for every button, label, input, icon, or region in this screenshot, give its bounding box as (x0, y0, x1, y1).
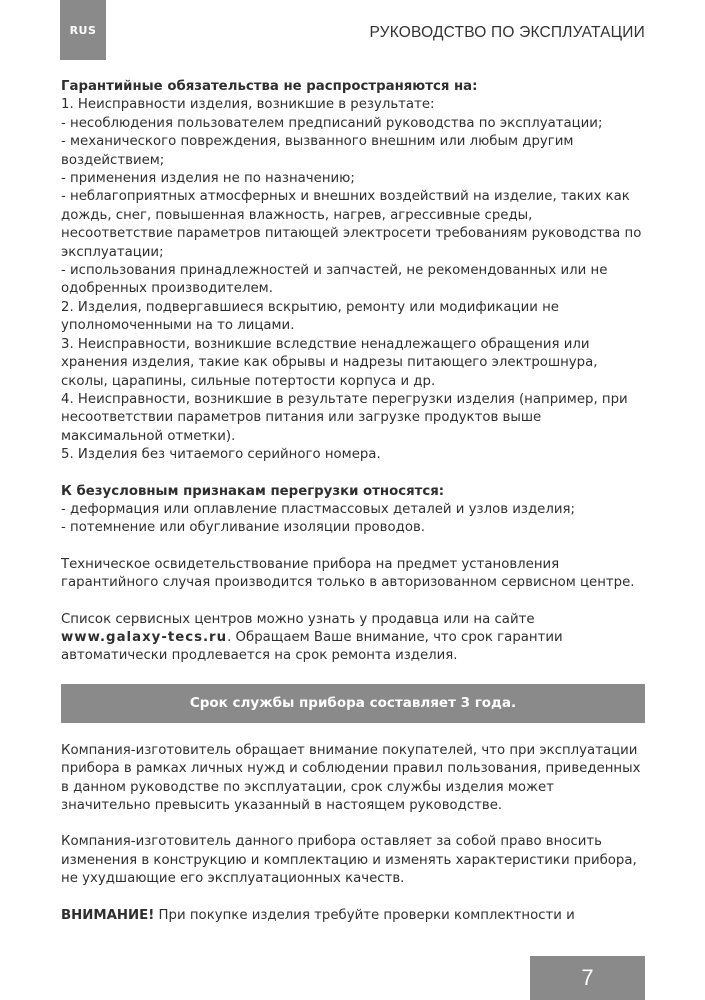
warranty-item: 5. Изделия без читаемого серийного номера. (61, 447, 381, 463)
warranty-item: 4. Неисправности, возникшие в результате перегрузки изделия (например, при несоответствии параметров питания или загрузке продуктов выше максимальной отметки). (61, 391, 628, 444)
warranty-heading: Гарантийные обязательства не распространяются на: (61, 79, 478, 94)
warranty-item: 3. Неисправности, возникшие вследствие ненадлежащего обращения или хранения изделия, такие как обрывы и надрезы питающего электрошнура, сколы, царапины, сильные потертости корпуса и др. (61, 336, 598, 389)
service-life-banner: Срок службы прибора составляет 3 года. (61, 684, 645, 723)
warranty-item: 1. Неисправности изделия, возникшие в результате: (61, 97, 435, 113)
overload-item: - деформация или оплавление пластмассовых деталей и узлов изделия; (61, 501, 575, 517)
page-number: 7 (530, 956, 645, 1000)
service-life-paragraph: Компания-изготовитель обращает внимание покупателей, что при эксплуатации прибора в рамках личных нужд и соблюдении правил пользования, приведенных в данном руководстве по эксплуатации, срок службы изделия может значительно превысить указанный в настоящем руководстве. (61, 742, 641, 813)
overload-list (61, 501, 645, 538)
attention-paragraph (61, 907, 645, 925)
warranty-item: 2. Изделия, подвергавшиеся вскрытию, ремонту или модификации не уполномоченными на то лицами. (61, 299, 559, 334)
warranty-item: - использования принадлежностей и запчастей, не рекомендованных или не одобренных производителем. (61, 263, 608, 297)
overload-heading: К безусловным признакам перегрузки относятся: (61, 483, 445, 499)
website-link[interactable]: www.galaxy-tecs.ru (61, 629, 228, 645)
overload-item: - потемнение или обугливание изоляции проводов. (61, 520, 426, 536)
warranty-list (61, 96, 645, 464)
service-paragraph (61, 611, 645, 666)
warranty-item: - применения изделия не по назначению; (61, 171, 355, 187)
warranty-item: - механического повреждения, вызванного внешним или любым другим воздействием; (61, 134, 574, 168)
rights-paragraph: Компания-изготовитель данного прибора оставляет за собой право вносить изменения в конструкцию и комплектацию и изменять характеристики прибора, не ухудшающие его эксплуатационных качеств. (61, 834, 637, 887)
inspection-paragraph: Техническое освидетельствование прибора на предмет установления гарантийного случая производится только в авторизованном сервисном центре. (61, 556, 635, 591)
attention-text: При покупке изделия требуйте проверки комплектности и (154, 907, 575, 923)
attention-label: ВНИМАНИЕ! (61, 907, 155, 923)
page-content (61, 78, 645, 925)
service-text-before: Список сервисных центров можно узнать у продавца или на сайте (61, 611, 535, 627)
language-tab: RUS (60, 0, 106, 60)
warranty-item: - неблагоприятных атмосферных и внешних воздействий на изделие, таких как дождь, снег, повышенная влажность, нагрев, агрессивные среды, несоответствие параметров питающей электросети требованиям руководства по эксплуатации; (61, 189, 642, 260)
service-text-after: . Обращаем Ваше внимание, что срок гарантии автоматически продлевается на срок ремонта изделия. (61, 629, 563, 664)
header-title: РУКОВОДСТВО ПО ЭКСПЛУАТАЦИИ (369, 24, 645, 41)
warranty-item: - несоблюдения пользователем предписаний руководства по эксплуатации; (61, 115, 603, 131)
